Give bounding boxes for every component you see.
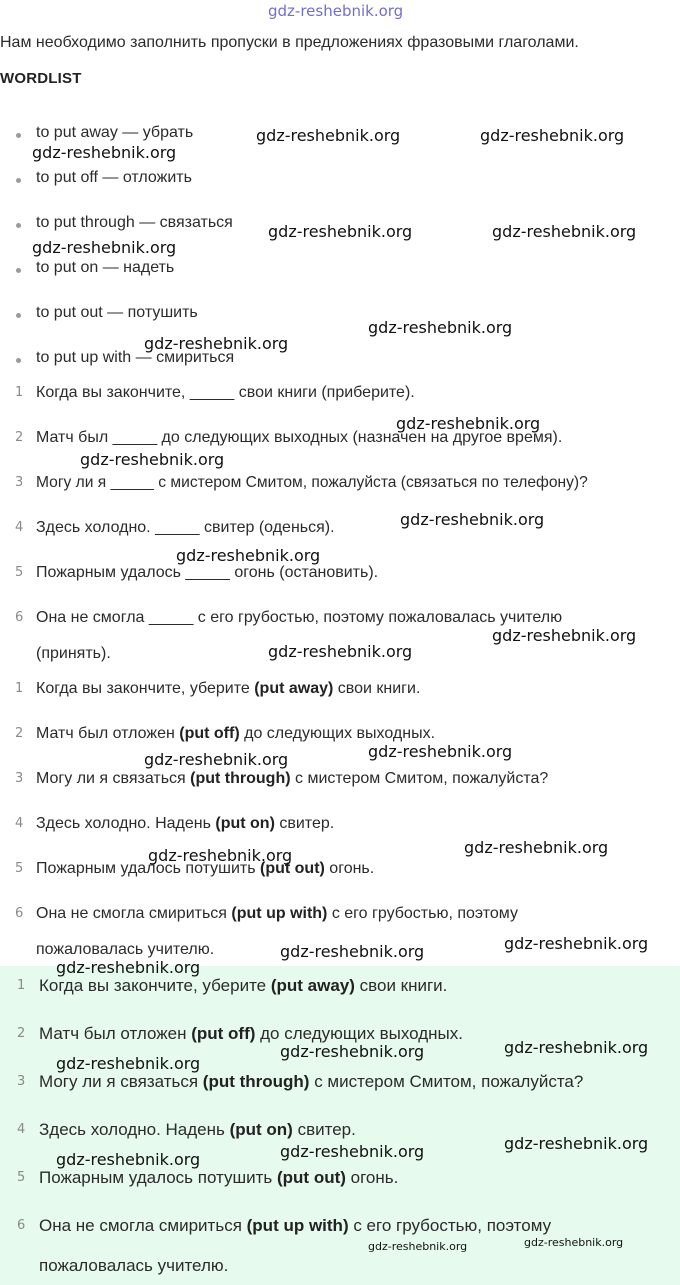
answer-verb: (put out): [277, 1168, 346, 1187]
answer-number: 2: [17, 1026, 26, 1041]
answer-verb: (put on): [229, 1120, 293, 1139]
answer-text: [36, 806, 334, 842]
answer-after: огонь.: [324, 860, 375, 877]
watermark: gdz-reshebnik.org: [32, 143, 177, 162]
answer-verb: (put out): [260, 860, 325, 877]
answer-verb: (put through): [202, 1072, 310, 1091]
task-number: 2: [15, 430, 24, 445]
task-number: 5: [15, 565, 24, 580]
watermark: gdz-reshebnik.org: [56, 1054, 201, 1073]
task-text: Пожарным удалось _____ огонь (остановить).: [36, 564, 379, 581]
answer-before: Матч был отложен: [36, 725, 180, 742]
watermark: gdz-reshebnik.org: [368, 1240, 468, 1253]
answer-after: с его грубостью, поэтому: [348, 1216, 552, 1235]
watermark: gdz-reshebnik.org: [492, 222, 637, 241]
answer-verb: (put up with): [231, 905, 328, 922]
answer-number: 5: [15, 861, 24, 876]
watermark: gdz-reshebnik.org: [368, 742, 513, 761]
wordlist-item-text: to put out — потушить: [36, 304, 198, 321]
wordlist-item-text: to put away — убрать: [36, 124, 194, 141]
answer-text: пожаловалась учителю.: [36, 941, 215, 958]
answer-verb: (put off): [191, 1024, 256, 1043]
answer-number: 6: [17, 1218, 26, 1233]
answer-text: [36, 761, 548, 797]
answer-before: Она не смогла смириться: [36, 905, 232, 922]
watermark: gdz-reshebnik.org: [280, 1142, 425, 1161]
task-text: Здесь холодно. _____ свитер (оденься).: [36, 519, 335, 536]
answer-before: Могу ли я связаться: [36, 770, 191, 787]
bullet-icon: [16, 313, 21, 318]
watermark: gdz-reshebnik.org: [280, 942, 425, 961]
watermark: gdz-reshebnik.org: [400, 510, 545, 529]
answer-number: 4: [15, 816, 24, 831]
answer-number: 4: [17, 1122, 26, 1137]
answer-after: с мистером Смитом, пожалуйста?: [290, 770, 549, 787]
task-text: Матч был _____ до следующих выходных (назначен на другое время).: [36, 429, 563, 446]
answer-number: 5: [17, 1170, 26, 1185]
answer-number: 1: [17, 978, 26, 993]
wordlist-item-text: to put off — отложить: [36, 169, 192, 186]
task-number: 4: [15, 520, 24, 535]
watermark: gdz-reshebnik.org: [144, 334, 289, 353]
answer-text: пожаловалась учителю.: [39, 1256, 229, 1275]
answer-after: до следующих выходных.: [239, 725, 436, 742]
answer-after: свитер.: [274, 815, 335, 832]
answer-number: 6: [15, 906, 24, 921]
answer-before: Пожарным удалось потушить: [39, 1168, 277, 1187]
watermark: gdz-reshebnik.org: [280, 1042, 425, 1061]
answer-verb: (put away): [270, 976, 355, 995]
watermark: gdz-reshebnik.org: [268, 222, 413, 241]
bullet-icon: [16, 358, 21, 363]
answer-after: свои книги.: [333, 680, 421, 697]
watermark: gdz-reshebnik.org: [524, 1236, 624, 1249]
watermark: gdz-reshebnik.org: [56, 958, 201, 977]
bullet-icon: [16, 268, 21, 273]
watermark: gdz-reshebnik.org: [504, 934, 649, 953]
task-number: 1: [15, 385, 24, 400]
watermark-top: gdz-reshebnik.org: [268, 2, 404, 20]
wordlist-item-text: to put up with — смириться: [36, 349, 235, 366]
watermark: gdz-reshebnik.org: [144, 750, 289, 769]
answer-before: Она не смогла смириться: [39, 1216, 247, 1235]
answer-text: [39, 1208, 551, 1244]
watermark: gdz-reshebnik.org: [504, 1038, 649, 1057]
answer-before: Матч был отложен: [39, 1024, 192, 1043]
watermark: gdz-reshebnik.org: [504, 1134, 649, 1153]
task-text: (принять).: [36, 645, 111, 662]
answer-verb: (put off): [179, 725, 240, 742]
watermark: gdz-reshebnik.org: [480, 126, 625, 145]
watermark: gdz-reshebnik.org: [396, 414, 541, 433]
watermark: gdz-reshebnik.org: [256, 126, 401, 145]
answer-before: Здесь холодно. Надень: [39, 1120, 230, 1139]
watermark: gdz-reshebnik.org: [268, 642, 413, 661]
answer-after: свитер.: [292, 1120, 356, 1139]
wordlist-item-text: to put on — надеть: [36, 259, 175, 276]
answer-before: Когда вы закончите, уберите: [36, 680, 255, 697]
answer-number: 3: [15, 771, 24, 786]
answer-number: 2: [15, 726, 24, 741]
task-number: 3: [15, 475, 24, 490]
answer-after: свои книги.: [354, 976, 448, 995]
answer-after: огонь.: [345, 1168, 399, 1187]
answer-text: [36, 671, 420, 707]
task-text: Могу ли я _____ с мистером Смитом, пожалуйста (связаться по телефону)?: [36, 474, 588, 491]
answer-verb: (put up with): [246, 1216, 349, 1235]
answer-before: Когда вы закончите, уберите: [39, 976, 271, 995]
watermark: gdz-reshebnik.org: [56, 1150, 201, 1169]
watermark: gdz-reshebnik.org: [368, 318, 513, 337]
answer-text: [36, 896, 518, 932]
watermark: gdz-reshebnik.org: [80, 450, 225, 469]
answer-number: 3: [17, 1074, 26, 1089]
watermark: gdz-reshebnik.org: [32, 238, 177, 257]
watermark: gdz-reshebnik.org: [176, 546, 321, 565]
task-text: Когда вы закончите, _____ свои книги (приберите).: [36, 384, 415, 401]
answer-before: Могу ли я связаться: [39, 1072, 203, 1091]
answer-verb: (put away): [254, 680, 334, 697]
intro-text: Нам необходимо заполнить пропуски в предложениях фразовыми глаголами.: [0, 34, 579, 51]
answer-after: до следующих выходных.: [255, 1024, 463, 1043]
wordlist-item-text: to put through — связаться: [36, 214, 233, 231]
watermark: gdz-reshebnik.org: [464, 838, 609, 857]
answer-after: с мистером Смитом, пожалуйста?: [309, 1072, 584, 1091]
answer-verb: (put through): [190, 770, 291, 787]
answer-after: с его грубостью, поэтому: [327, 905, 518, 922]
task-number: 6: [15, 610, 24, 625]
answer-number: 1: [15, 681, 24, 696]
answer-before: Здесь холодно. Надень: [36, 815, 216, 832]
wordlist-heading: WORDLIST: [0, 70, 82, 87]
task-text: Она не смогла _____ с его грубостью, поэтому пожаловалась учителю: [36, 609, 563, 626]
watermark: gdz-reshebnik.org: [148, 846, 293, 865]
answer-verb: (put on): [215, 815, 275, 832]
bullet-icon: [16, 223, 21, 228]
bullet-icon: [16, 178, 21, 183]
watermark: gdz-reshebnik.org: [492, 626, 637, 645]
bullet-icon: [16, 133, 21, 138]
answer-before: Пожарным удалось потушить: [36, 860, 260, 877]
